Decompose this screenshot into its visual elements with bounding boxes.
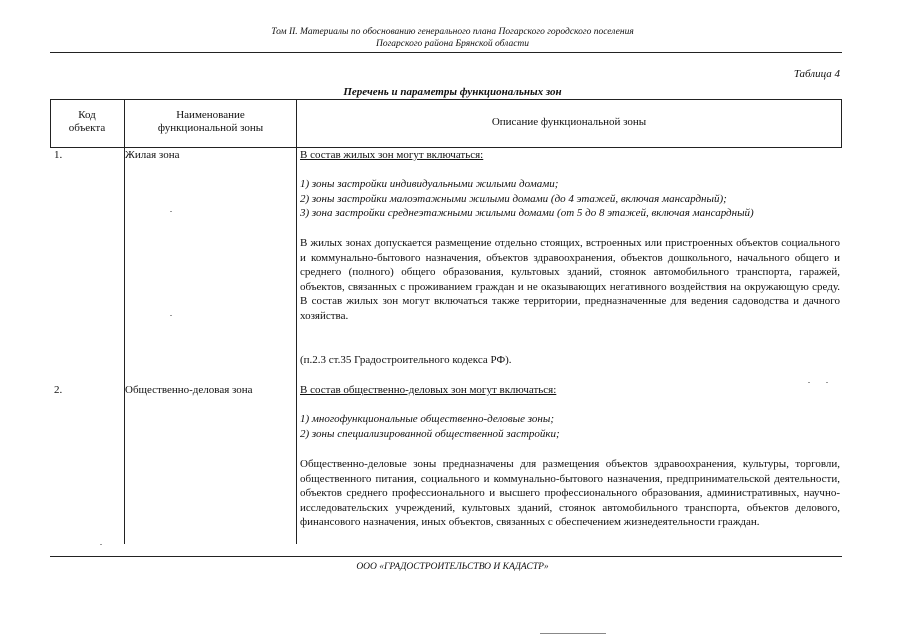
column-header-name [125, 109, 296, 135]
row-1-paragraph: В жилых зонах допускается размещение отдельно стоящих, встроенных или пристроенных объектов социального и коммунально-бытового назначения, объектов здравоохранения, объектов дошкольного, начального общего и среднего (полного) общего образования, культовых зданий, стоянок автомобильного транспорта, гаражей, объектов, связанных с проживанием граждан и не оказывающих негативного воздействия на окружающую среду. В состав жилых зон могут включаться также территории, предназначенные для ведения садоводства и дачного хозяйства. [300, 237, 840, 322]
list-item: 2) зоны специализированной общественной застройки; [300, 427, 560, 440]
table-right-border-header [841, 99, 842, 147]
scan-speck [808, 382, 810, 383]
running-header-line-1: Том II. Материалы по обоснованию генерального плана Погарского городского поселения [271, 27, 634, 37]
scan-speck [170, 211, 172, 212]
scan-speck [170, 315, 172, 316]
column-header-name-line-1: Наименование [176, 109, 245, 121]
list-item: 2) зоны застройки малоэтажными жилыми домами (до 4 этажей, включая мансардный); [300, 192, 727, 205]
column-header-name-line-2: функциональной зоны [157, 122, 264, 134]
column-header-description: Описание функциональной зоны [491, 116, 647, 128]
row-2-code: 2. [54, 384, 63, 396]
table-top-border [50, 99, 842, 100]
list-item: 3) зона застройки среднеэтажными жилыми домами (от 5 до 8 этажей, включая мансардный) [300, 207, 754, 220]
list-item: 1) зоны застройки индивидуальными жилыми домами; [300, 178, 559, 190]
zones-table [50, 99, 842, 544]
header-rule [50, 52, 842, 53]
row-1-reference: (п.2.3 ст.35 Градостроительного кодекса РФ). [300, 354, 512, 366]
column-divider-1 [124, 99, 125, 544]
column-header-code [50, 109, 124, 135]
row-1-name: Жилая зона [125, 149, 180, 161]
row-1-intro: В состав жилых зон могут включаться: [300, 149, 484, 161]
footer-rule [50, 556, 842, 557]
column-divider-2 [296, 99, 297, 544]
row-2-paragraph: Общественно-деловые зоны предназначены для размещения объектов здравоохранения, культуры, торговли, общественного питания, социального и коммунально-бытового назначения, предпринимательской деятельности, объектов среднего профессионального и высшего профессионального образования, административных, научно-исследовательских учреждений, культовых зданий, стоянок автомобильного транспорта, объектов делового, финансового назначения, иных объектов, связанных с обеспечением жизнедеятельности граждан. [300, 458, 840, 529]
row-2-intro: В состав общественно-деловых зон могут включаться: [300, 384, 557, 396]
scan-speck [826, 382, 828, 383]
list-item: 1) многофункциональные общественно-деловые зоны; [300, 413, 554, 425]
row-1-code: 1. [54, 149, 63, 161]
row-2-name: Общественно-деловая зона [125, 384, 253, 396]
table-title: Перечень и параметры функциональных зон [343, 86, 562, 98]
running-header-line-2: Погарского района Брянской области [375, 39, 530, 49]
row-2-list [300, 412, 840, 441]
column-header-code-line-2: объекта [68, 122, 106, 134]
page-footer: ООО «ГРАДОСТРОИТЕЛЬСТВО И КАДАСТР» [356, 562, 549, 572]
row-1-list [300, 177, 840, 221]
table-number: Таблица 4 [793, 68, 840, 80]
bottom-mark [540, 633, 606, 634]
column-header-code-line-1: Код [78, 109, 96, 121]
scan-speck [100, 544, 102, 545]
